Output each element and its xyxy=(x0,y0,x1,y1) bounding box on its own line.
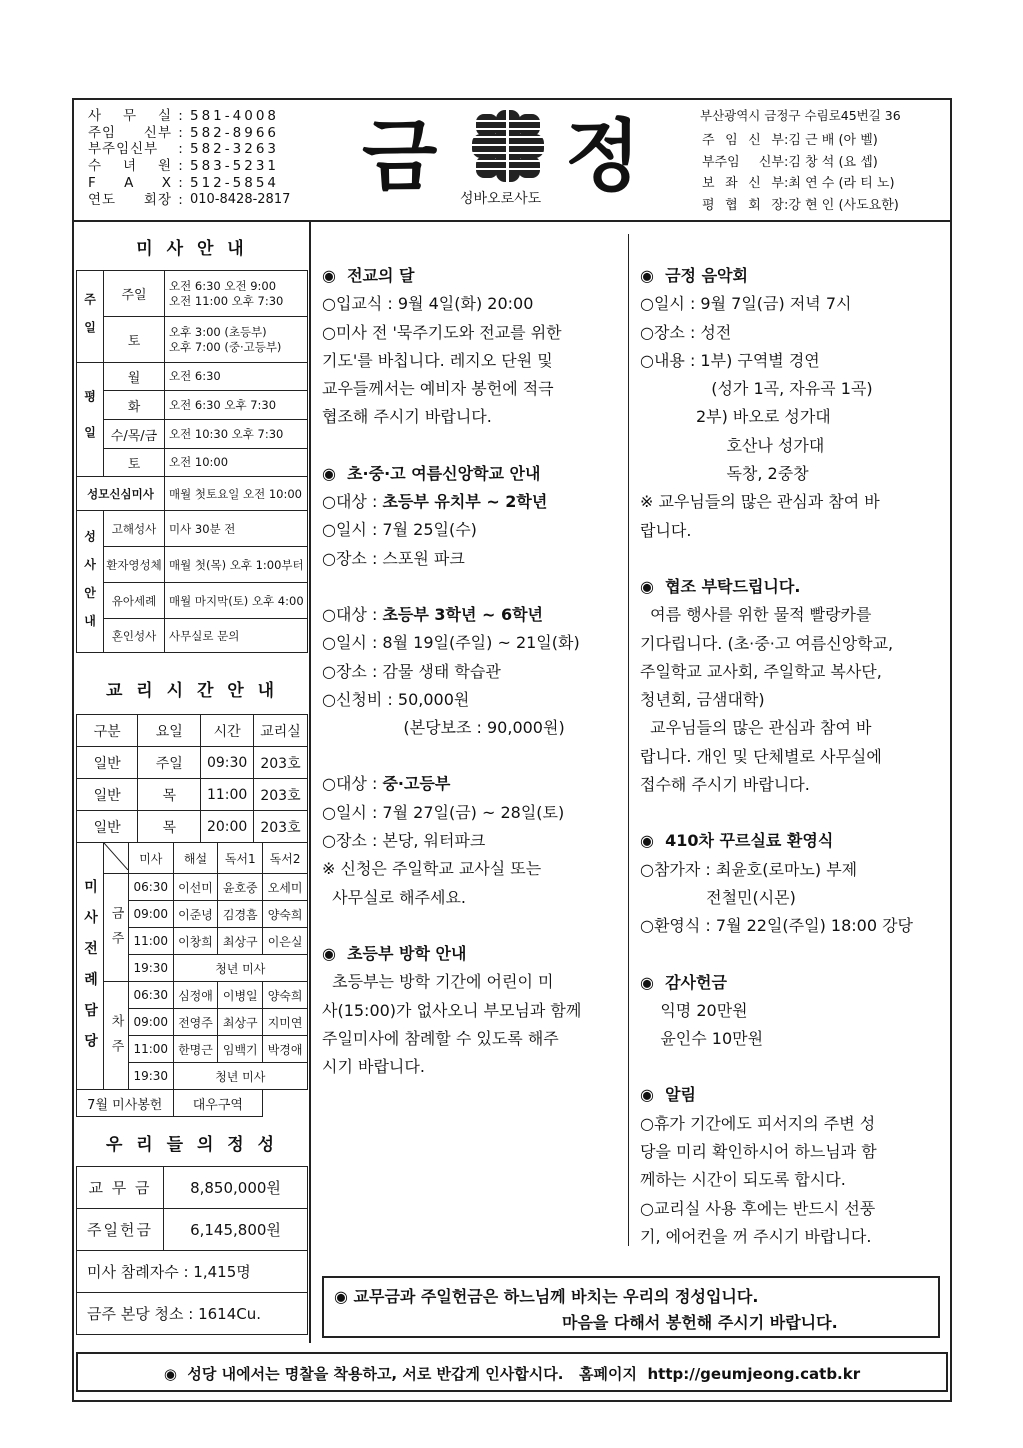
footer-text: ◉ 성당 내에서는 명찰을 착용하고, 서로 반갑게 인사합시다. 홈페이지 http://geumjeong.catb.kr xyxy=(163,1365,861,1383)
staff-value: 김 창 석 (요 셉) xyxy=(788,154,878,170)
table-cell: 일반 xyxy=(77,779,138,811)
title-right: 정 xyxy=(565,112,641,202)
staff-sep: : xyxy=(784,176,789,191)
table-cell: 이병일 xyxy=(218,982,263,1009)
parish-subtitle: 성바오로사도 xyxy=(460,191,542,207)
table-cell: 8,850,000원 xyxy=(164,1167,308,1209)
table-cell: 6,145,800원 xyxy=(164,1209,308,1251)
table-cell: 오전 6:30 xyxy=(165,363,308,391)
table-cell: 오전 10:00 xyxy=(165,449,308,477)
paragraph-line: ○미사 전 '묵주기도와 전교를 위한 xyxy=(322,322,562,342)
paragraph-line: 호산나 성가대 xyxy=(640,435,825,455)
paragraph-line: ○일시 : 7월 27일(금) ~ 28일(토) xyxy=(322,802,565,822)
paragraph-line: ○대상 : 초등부 3학년 ~ 6학년 xyxy=(322,604,544,624)
paragraph-line: ○환영식 : 7월 22일(주일) 18:00 강당 xyxy=(640,916,914,936)
spacer xyxy=(640,941,913,969)
staff-row xyxy=(702,173,899,195)
table-cell: 매월 첫토요일 오전 10:00 xyxy=(165,477,308,511)
contact-label: 주임 신부 xyxy=(88,124,172,141)
ministry-side-label: 미 사 전 례 담 당 xyxy=(77,843,104,1090)
paragraph-line: 기다립니다. (초·중·고 여름신앙학교, xyxy=(640,633,894,653)
table-cell: 청년 미사 xyxy=(173,955,307,982)
paragraph-line: 주일학교 교사회, 주일학교 복사단, xyxy=(640,661,882,681)
table-cell: 일반 xyxy=(77,811,138,843)
table-cell: 수/목/금 xyxy=(104,420,165,449)
diagonal-header-cell xyxy=(104,843,129,874)
table-cell: 203호 xyxy=(253,779,307,811)
table-cell: 토 xyxy=(104,449,165,477)
contact-sep: : xyxy=(178,191,184,208)
staff-row xyxy=(702,152,899,174)
middle-column-divider xyxy=(628,234,629,1246)
contact-sep: : xyxy=(178,141,184,158)
paragraph-line: 랍니다. 개인 및 단체별로 사무실에 xyxy=(640,746,882,766)
contact-row xyxy=(88,108,290,125)
mass-schedule-title: 미 사 안 내 xyxy=(136,239,248,259)
contact-value: 512-5854 xyxy=(190,174,279,191)
table-cell: 지미연 xyxy=(263,1009,308,1036)
offerings-grid xyxy=(76,1166,308,1335)
table-cell: 11:00 xyxy=(201,779,254,811)
section-heading: ◉ 410차 꾸르실료 환영식 xyxy=(640,831,834,851)
table-cell: 목 xyxy=(138,811,201,843)
table-cell: 사무실로 문의 xyxy=(165,619,308,653)
table-cell: 김경흠 xyxy=(218,901,263,928)
paragraph-line: 독창, 2중창 xyxy=(640,464,809,484)
table-cell: 이준녕 xyxy=(173,901,218,928)
staff-label: 주 임 신 부 xyxy=(702,133,784,148)
staff-value: 김 근 배 (아 벨) xyxy=(788,133,878,148)
table-cell: 성모신심미사 xyxy=(77,477,165,511)
table-cell: 11:00 xyxy=(129,1036,174,1063)
mass-schedule-table xyxy=(76,270,308,653)
address: 부산광역시 금정구 수림로45번길 36 xyxy=(700,108,901,123)
paragraph-line: 접수해 주시기 바랍니다. xyxy=(640,775,810,795)
paragraph-line: 랍니다. xyxy=(640,520,692,540)
section-heading: ◉ 금정 음악회 xyxy=(640,266,748,285)
table-cell: 09:30 xyxy=(201,747,254,779)
table-cell: 박경애 xyxy=(263,1036,308,1063)
bold-text: 초등부 유치부 ~ 2학년 xyxy=(382,492,548,512)
table-cell: 구분 xyxy=(77,715,138,747)
paragraph-line: 청년회, 금샘대학) xyxy=(640,690,765,710)
title-left: 금 xyxy=(362,112,438,202)
table-cell: 203호 xyxy=(253,811,307,843)
table-cell: 혼인성사 xyxy=(104,619,165,653)
table-cell: 화 xyxy=(104,391,165,420)
table-cell: 이은실 xyxy=(263,928,308,955)
table-cell: 최상구 xyxy=(218,1009,263,1036)
table-cell: 양숙희 xyxy=(263,901,308,928)
table-cell: 평 일 xyxy=(77,363,104,477)
contact-sep: : xyxy=(178,158,184,175)
spacer xyxy=(322,432,581,460)
table-cell: 양숙희 xyxy=(263,982,308,1009)
contact-sep: : xyxy=(178,108,184,124)
offerings-title: 우 리 들 의 정 성 xyxy=(105,1135,279,1155)
table-cell: 매월 첫(목) 오후 1:00부터 xyxy=(165,547,308,583)
table-cell: 월 xyxy=(104,363,165,391)
staff-row xyxy=(702,130,899,152)
paragraph-line: 윤인수 10만원 xyxy=(640,1029,764,1049)
offering-notice-box xyxy=(322,1276,940,1338)
contact-value: 583-5231 xyxy=(190,158,279,175)
contact-sep: : xyxy=(178,174,184,191)
table-cell: 203호 xyxy=(253,747,307,779)
table-cell: 환자영성체 xyxy=(104,547,165,583)
paragraph-line: ○참가자 : 최윤호(로마노) 부제 xyxy=(640,859,858,879)
table-cell: 대우구역 xyxy=(173,1090,263,1117)
section-heading: ◉ 전교의 달 xyxy=(322,266,415,285)
section-heading: ◉ 초·중·고 여름신앙학교 안내 xyxy=(322,463,541,483)
catechism-title: 교 리 시 간 안 내 xyxy=(105,681,279,701)
offerings-table xyxy=(76,1166,308,1335)
paragraph-line: ○대상 : 중·고등부 xyxy=(322,774,451,794)
contact-value: 582-3263 xyxy=(190,141,279,158)
staff-label: 평 협 회 장 xyxy=(702,197,784,213)
table-cell: 유아세례 xyxy=(104,583,165,619)
contact-row xyxy=(88,125,290,142)
right-column xyxy=(640,262,913,1251)
table-cell: 금주 본당 청소 : 1614Cu. xyxy=(77,1293,308,1335)
paragraph-line: 사무실로 해주세요. xyxy=(322,887,466,907)
paragraph-line: ※ 교우님들의 많은 관심과 참여 바 xyxy=(640,492,880,512)
table-cell: 윤호중 xyxy=(218,874,263,901)
bold-text: 초등부 3학년 ~ 6학년 xyxy=(382,604,544,624)
paragraph-line: ○장소 : 감물 생태 학습관 xyxy=(322,661,501,681)
table-cell: 토 xyxy=(104,317,165,363)
contact-row xyxy=(88,141,290,158)
spacer xyxy=(322,742,581,770)
paragraph-line: 시기 바랍니다. xyxy=(322,1057,425,1077)
contact-value: 581-4008 xyxy=(190,108,279,124)
week-label: 금 주 xyxy=(104,874,129,982)
table-cell: 심정애 xyxy=(173,982,218,1009)
footer-box xyxy=(76,1352,948,1392)
header-divider xyxy=(72,220,952,222)
table-cell: 전영주 xyxy=(173,1009,218,1036)
paragraph-line: 당을 미리 확인하시어 하느님과 함 xyxy=(640,1142,877,1162)
contact-label: F A X xyxy=(88,174,172,191)
table-cell: 미사 xyxy=(129,843,174,874)
contact-value: 010-8428-2817 xyxy=(190,191,291,207)
contact-label: 수 녀 원 xyxy=(88,158,172,175)
paragraph-line: 전철민(시몬) xyxy=(640,887,796,907)
table-cell: 09:00 xyxy=(129,1009,174,1036)
table-cell: 09:00 xyxy=(129,901,174,928)
paragraph-line: 익명 20만원 xyxy=(640,1000,748,1020)
paragraph-line: 여름 행사를 위한 물적 빨랑카를 xyxy=(640,605,872,625)
notice-line-1: ◉ 교무금과 주일헌금은 하느님께 바치는 우리의 정성입니다. xyxy=(334,1287,759,1306)
notice-line-2: 마음을 다해서 봉헌해 주시기 바랍니다. xyxy=(562,1313,838,1332)
table-cell: 미사 참례자수 : 1,415명 xyxy=(77,1251,308,1293)
week-label: 차 주 xyxy=(104,982,129,1090)
paragraph-line: ※ 신청은 주일학교 교사실 또는 xyxy=(322,859,542,879)
table-cell: 미사 30분 전 xyxy=(165,511,308,547)
paragraph-line: 초등부는 방학 기간에 어린이 미 xyxy=(322,972,554,992)
staff-row xyxy=(702,195,899,217)
table-cell: 독서1 xyxy=(218,843,263,874)
paragraph-line: ○장소 : 성전 xyxy=(640,322,732,342)
table-cell: 7월 미사봉헌 xyxy=(77,1090,174,1117)
table-cell: 주일 xyxy=(138,747,201,779)
staff-list xyxy=(702,130,899,216)
paragraph-line: ○입교식 : 9월 4일(화) 20:00 xyxy=(322,294,534,314)
paragraph-line: (성가 1곡, 자유곡 1곡) xyxy=(640,379,873,399)
table-cell: 오전 10:30 오후 7:30 xyxy=(165,420,308,449)
staff-value: 최 연 수 (라 티 노) xyxy=(788,176,895,191)
contact-list xyxy=(88,108,290,208)
catechism-grid xyxy=(76,714,308,843)
staff-sep: : xyxy=(784,133,789,148)
table-cell: 이창희 xyxy=(173,928,218,955)
section-heading: ◉ 협조 부탁드립니다. xyxy=(640,576,801,596)
table-cell: 해설 xyxy=(173,843,218,874)
paragraph-line: ○장소 : 스포원 파크 xyxy=(322,548,465,568)
table-cell: 주일헌금 xyxy=(77,1209,164,1251)
table-cell: 19:30 xyxy=(129,955,174,982)
table-cell: 독서2 xyxy=(263,843,308,874)
table-cell: 이선미 xyxy=(173,874,218,901)
spacer xyxy=(640,545,913,573)
table-cell: 06:30 xyxy=(129,982,174,1009)
table-cell: 11:00 xyxy=(129,928,174,955)
table-cell: 성 사 안 내 xyxy=(77,511,104,653)
paragraph-line: 기, 에어컨을 꺼 주시기 바랍니다. xyxy=(640,1226,872,1246)
paragraph-line: ○대상 : 초등부 유치부 ~ 2학년 xyxy=(322,492,548,512)
staff-value: 강 현 인 (사도요한) xyxy=(788,197,899,213)
table-cell: 06:30 xyxy=(129,874,174,901)
paragraph-line: (본당보조 : 90,000원) xyxy=(322,718,565,738)
section-heading: ◉ 초등부 방학 안내 xyxy=(322,943,467,963)
contact-row xyxy=(88,175,290,192)
table-cell: 목 xyxy=(138,779,201,811)
paragraph-line: ○신청비 : 50,000원 xyxy=(322,689,470,709)
table-cell: 일반 xyxy=(77,747,138,779)
contact-label: 연도 회장 xyxy=(88,191,172,208)
cross-emblem-icon xyxy=(470,108,546,184)
table-cell: 오전 6:30 오후 7:30 xyxy=(165,391,308,420)
paragraph-line: ○교리실 사용 후에는 반드시 선풍 xyxy=(640,1198,876,1218)
table-cell: 요일 xyxy=(138,715,201,747)
table-cell: 오세미 xyxy=(263,874,308,901)
table-cell: 교리실 xyxy=(253,715,307,747)
paragraph-line: 2부) 바오로 성가대 xyxy=(640,407,831,427)
spacer xyxy=(640,1053,913,1081)
contact-row xyxy=(88,192,290,209)
paragraph-line: 협조해 주시기 바랍니다. xyxy=(322,407,492,427)
paragraph-line: ○휴가 기간에도 피서지의 주변 성 xyxy=(640,1113,876,1133)
contact-row xyxy=(88,158,290,175)
paragraph-line: 교우들께서는 예비자 봉헌에 적극 xyxy=(322,379,554,399)
table-cell: 시간 xyxy=(201,715,254,747)
paragraph-line: ○일시 : 8월 19일(주일) ~ 21일(화) xyxy=(322,633,580,653)
paragraph-line: 주일미사에 참례할 수 있도록 해주 xyxy=(322,1028,559,1048)
paragraph-line: 교우님들의 많은 관심과 참여 바 xyxy=(640,718,872,738)
diagonal-line xyxy=(104,843,128,870)
table-cell: 최상구 xyxy=(218,928,263,955)
staff-sep: : xyxy=(784,197,789,213)
table-cell: 교 무 금 xyxy=(77,1167,164,1209)
left-column-divider xyxy=(309,220,311,1343)
spacer xyxy=(322,573,581,601)
paragraph-line: 께하는 시간이 되도록 합시다. xyxy=(640,1170,846,1190)
ministry-grid xyxy=(76,842,308,1117)
staff-sep: : xyxy=(784,154,789,170)
staff-label: 부주임 신부 xyxy=(702,154,784,170)
table-cell: 한명근 xyxy=(173,1036,218,1063)
middle-column xyxy=(322,262,581,1081)
paragraph-line: 사(15:00)가 없사오니 부모님과 함께 xyxy=(322,1000,582,1020)
paragraph-line: 기도'를 바칩니다. 레지오 단원 및 xyxy=(322,350,553,370)
table-cell: 임백기 xyxy=(218,1036,263,1063)
table-cell: 주 일 xyxy=(77,271,104,363)
spacer xyxy=(640,799,913,827)
section-heading: ◉ 알림 xyxy=(640,1085,697,1105)
section-heading: ◉ 감사헌금 xyxy=(640,972,727,992)
paragraph-line: ○일시 : 9월 7일(금) 저녁 7시 xyxy=(640,294,852,314)
spacer xyxy=(322,912,581,940)
table-cell: 오전 6:30 오전 9:00 오전 11:00 오후 7:30 xyxy=(165,271,308,317)
table-cell: 19:30 xyxy=(129,1063,174,1090)
contact-sep: : xyxy=(178,124,184,141)
paragraph-line: ○일시 : 7월 25일(수) xyxy=(322,520,477,540)
paragraph-line: ○장소 : 본당, 워터파크 xyxy=(322,831,486,851)
table-cell: 20:00 xyxy=(201,811,254,843)
table-cell: 오후 3:00 (초등부) 오후 7:00 (중·고등부) xyxy=(165,317,308,363)
table-cell: 주일 xyxy=(104,271,165,317)
contact-value: 582-8966 xyxy=(190,124,279,141)
staff-label: 보 좌 신 부 xyxy=(702,176,784,191)
ministry-table xyxy=(76,842,308,1117)
bold-text: 중·고등부 xyxy=(382,774,451,794)
table-cell: 고해성사 xyxy=(104,511,165,547)
contact-label: 부주임신부 xyxy=(88,141,159,158)
catechism-table xyxy=(76,714,308,843)
table-cell: 청년 미사 xyxy=(173,1063,307,1090)
paragraph-line: ○내용 : 1부) 구역별 경연 xyxy=(640,350,820,370)
contact-label: 사 무 실 xyxy=(88,108,172,124)
mass-table xyxy=(76,270,308,653)
table-cell: 매월 마지막(토) 오후 4:00 xyxy=(165,583,308,619)
